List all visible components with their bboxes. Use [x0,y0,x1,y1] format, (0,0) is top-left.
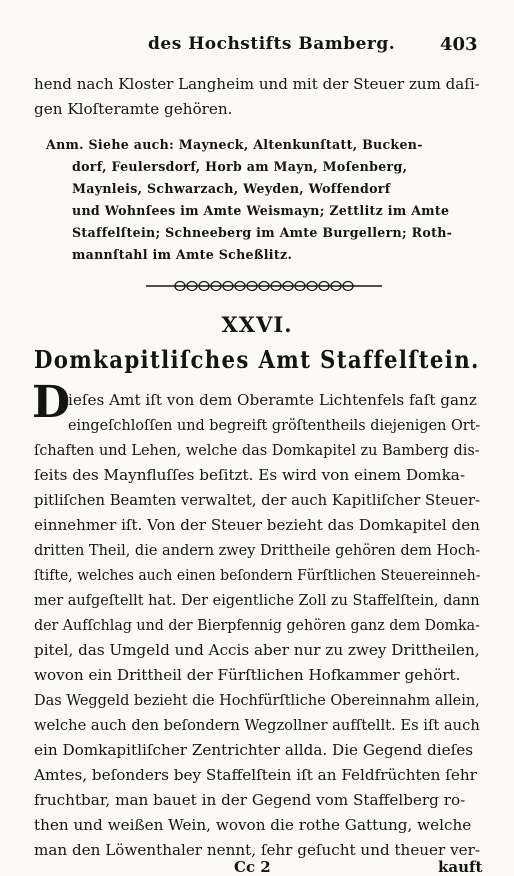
body-line: ſchaften und Lehen, welche das Domkapitel zu Bamberg dis- [34,441,480,459]
body-line: pitel, das Umgeld und Accis aber nur zu zwey Drittheilen, [34,641,480,659]
body-line: then und weißen Wein, wovon die rothe Gattung, welche [34,816,472,834]
body-line: ſeits des Maynfluſſes beſitzt. Es wird von einem Domka- [34,466,465,484]
body-line: Amtes, beſonders bey Staffelſtein iſt an Feldfrüchten ſehr [34,766,477,784]
body-line: dritten Theil, die andern zwey Drittheile gehören dem Hoch- [34,541,481,559]
catchword: kauft [438,858,483,876]
section-title: Domkapitliſches Amt Staffelſtein. [34,345,480,374]
continuation-line: gen Kloſteramte gehören. [34,100,233,118]
note-line: Staffelſtein; Schneeberg im Amte Burgellern; Roth- [72,225,453,240]
body-line: der Aufſchlag und der Bierpfennig gehören ganz dem Domka- [34,616,480,634]
body-line: ſtifte, welches auch einen beſondern Fürſtlichen Steuereinneh- [34,566,481,584]
note-line: Anm. Siehe auch: Mayneck, Altenkunſtatt, Bucken- [46,137,423,152]
body-line: welche auch den beſondern Wegzollner aufſtellt. Es iſt auch [34,716,480,734]
page-number: 403 [440,34,478,55]
note-line: und Wohnſees im Amte Weismayn; Zettlitz im Amte [72,203,450,218]
body-line: ein Domkapitliſcher Zentrichter allda. Die Gegend dieſes [34,741,474,759]
body-line: Das Weggeld bezieht die Hochfürſtliche Obereinnahm allein, [34,691,480,709]
continuation-line: hend nach Kloster Langheim und mit der Steuer zum daſi- [34,75,480,93]
section-number: XXVI. [221,312,293,337]
ornamental-rule [146,278,382,294]
body-line: eingeſchloſſen und begreift gröſtentheils diejenigen Ort- [68,416,481,434]
note-line: Maynleis, Schwarzach, Weyden, Woffendorf [72,181,391,196]
body-line: fruchtbar, man bauet in der Gegend vom Staffelberg ro- [34,791,466,809]
body-line: pitliſchen Beamten verwaltet, der auch Kapitliſcher Steuer- [34,491,480,509]
drop-cap-initial: D [32,377,71,428]
body-line: wovon ein Drittheil der Fürſtlichen Hofkammer gehört. [34,666,461,684]
signature-mark: Cc 2 [234,858,271,876]
body-line: man den Löwenthaler nennt, ſehr geſucht und theuer ver- [34,841,480,859]
running-title: des Hochstifts Bamberg. [148,34,396,54]
note-line: mannſtahl im Amte Scheßlitz. [72,247,293,262]
body-line: mer aufgeſtellt hat. Der eigentliche Zoll zu Staffelſtein, dann [34,591,480,609]
body-line: einnehmer iſt. Von der Steuer bezieht das Domkapitel den [34,516,480,534]
body-line: ieſes Amt iſt von dem Oberamte Lichtenfels faſt ganz [68,391,477,409]
note-line: dorf, Feulersdorf, Horb am Mayn, Moſenberg, [72,159,408,174]
